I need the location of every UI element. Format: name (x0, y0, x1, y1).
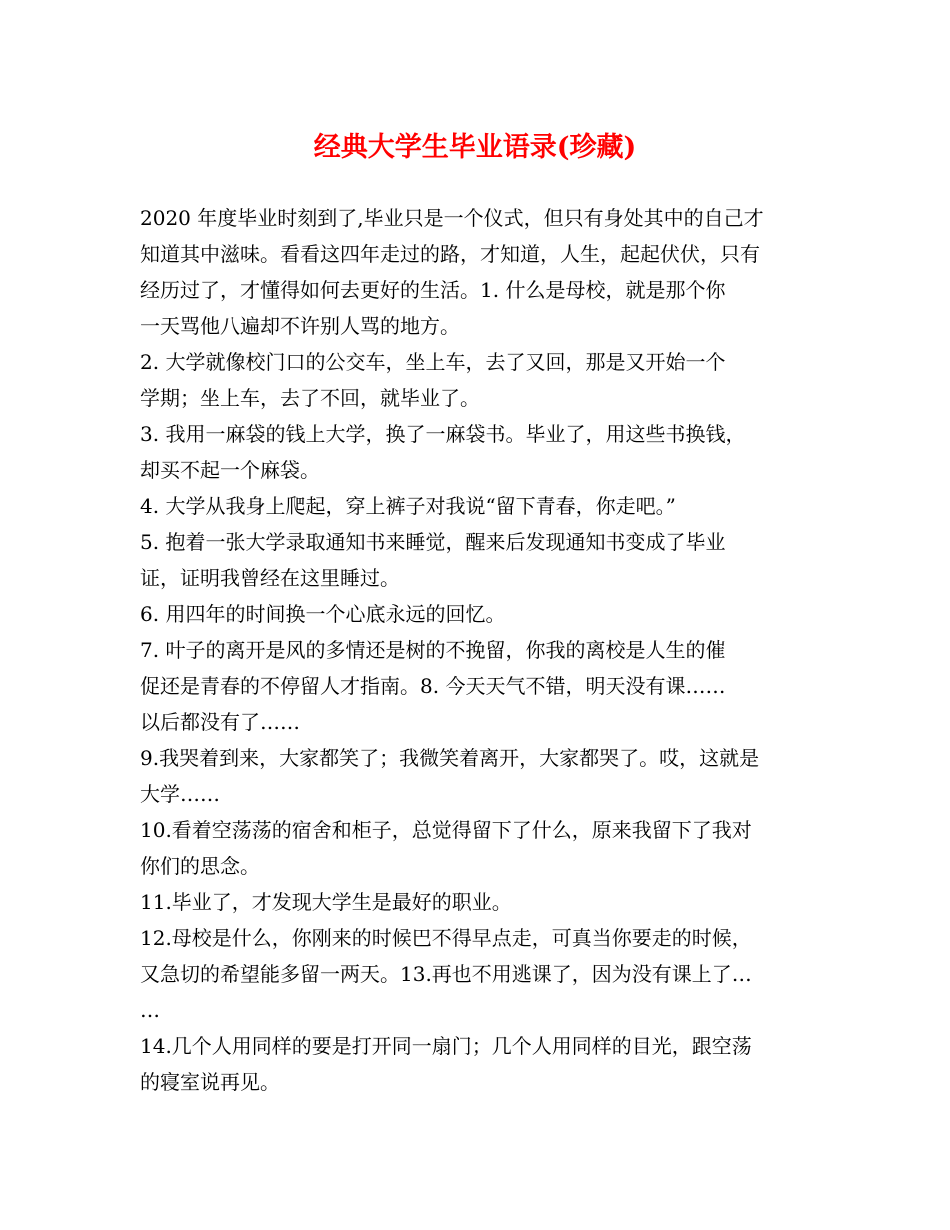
text-line: 12.母校是什么，你刚来的时候巴不得早点走，可真当你要走的时候， (140, 926, 752, 950)
text-line: 5. 抱着一张大学录取通知书来睡觉，醒来后发现通知书变成了毕业 (140, 530, 726, 554)
text-line: 你们的思念。 (140, 854, 260, 878)
text-line: 10.看着空荡荡的宿舍和柜子，总觉得留下了什么，原来我留下了我对 (140, 818, 752, 842)
text-line: 以后都没有了…… (140, 710, 300, 734)
text-line: 知道其中滋味。看看这四年走过的路，才知道，人生，起起伏伏，只有 (140, 242, 760, 266)
text-line: 证，证明我曾经在这里睡过。 (140, 566, 400, 590)
text-line: 却买不起一个麻袋。 (140, 458, 320, 482)
text-line: 14.几个人用同样的要是打开同一扇门；几个人用同样的目光，跟空荡 (140, 1034, 752, 1058)
text-line: 9.我哭着到来，大家都笑了；我微笑着离开，大家都哭了。哎，这就是 (140, 746, 760, 770)
text-line: 3. 我用一麻袋的钱上大学，换了一麻袋书。毕业了，用这些书换钱， (140, 422, 746, 446)
text-line: 7. 叶子的离开是风的多情还是树的不挽留，你我的离校是人生的催 (140, 638, 726, 662)
body-text (140, 200, 820, 1100)
text-line: 的寝室说再见。 (140, 1070, 280, 1094)
text-line: 11.毕业了，才发现大学生是最好的职业。 (140, 890, 512, 914)
text-line: … (140, 998, 160, 1022)
text-line: 大学…… (140, 782, 220, 806)
text-line: 6. 用四年的时间换一个心底永远的回忆。 (140, 602, 506, 626)
text-line: 促还是青春的不停留人才指南。8. 今天天气不错，明天没有课…… (140, 674, 726, 698)
text-line: 4. 大学从我身上爬起，穿上裤子对我说“留下青春，你走吧。” (140, 494, 676, 518)
text-line: 2020 年度毕业时刻到了,毕业只是一个仪式，但只有身处其中的自己才 (140, 206, 764, 230)
page-title: 经典大学生毕业语录(珍藏) (313, 132, 637, 163)
text-line: 2. 大学就像校门口的公交车，坐上车，去了又回，那是又开始一个 (140, 350, 726, 374)
text-line: 学期；坐上车，去了不回，就毕业了。 (140, 386, 480, 410)
text-line: 经历过了，才懂得如何去更好的生活。1. 什么是母校，就是那个你 (140, 278, 726, 302)
text-line: 一天骂他八遍却不许别人骂的地方。 (140, 314, 460, 338)
text-line: 又急切的希望能多留一两天。13.再也不用逃课了，因为没有课上了… (140, 962, 752, 986)
